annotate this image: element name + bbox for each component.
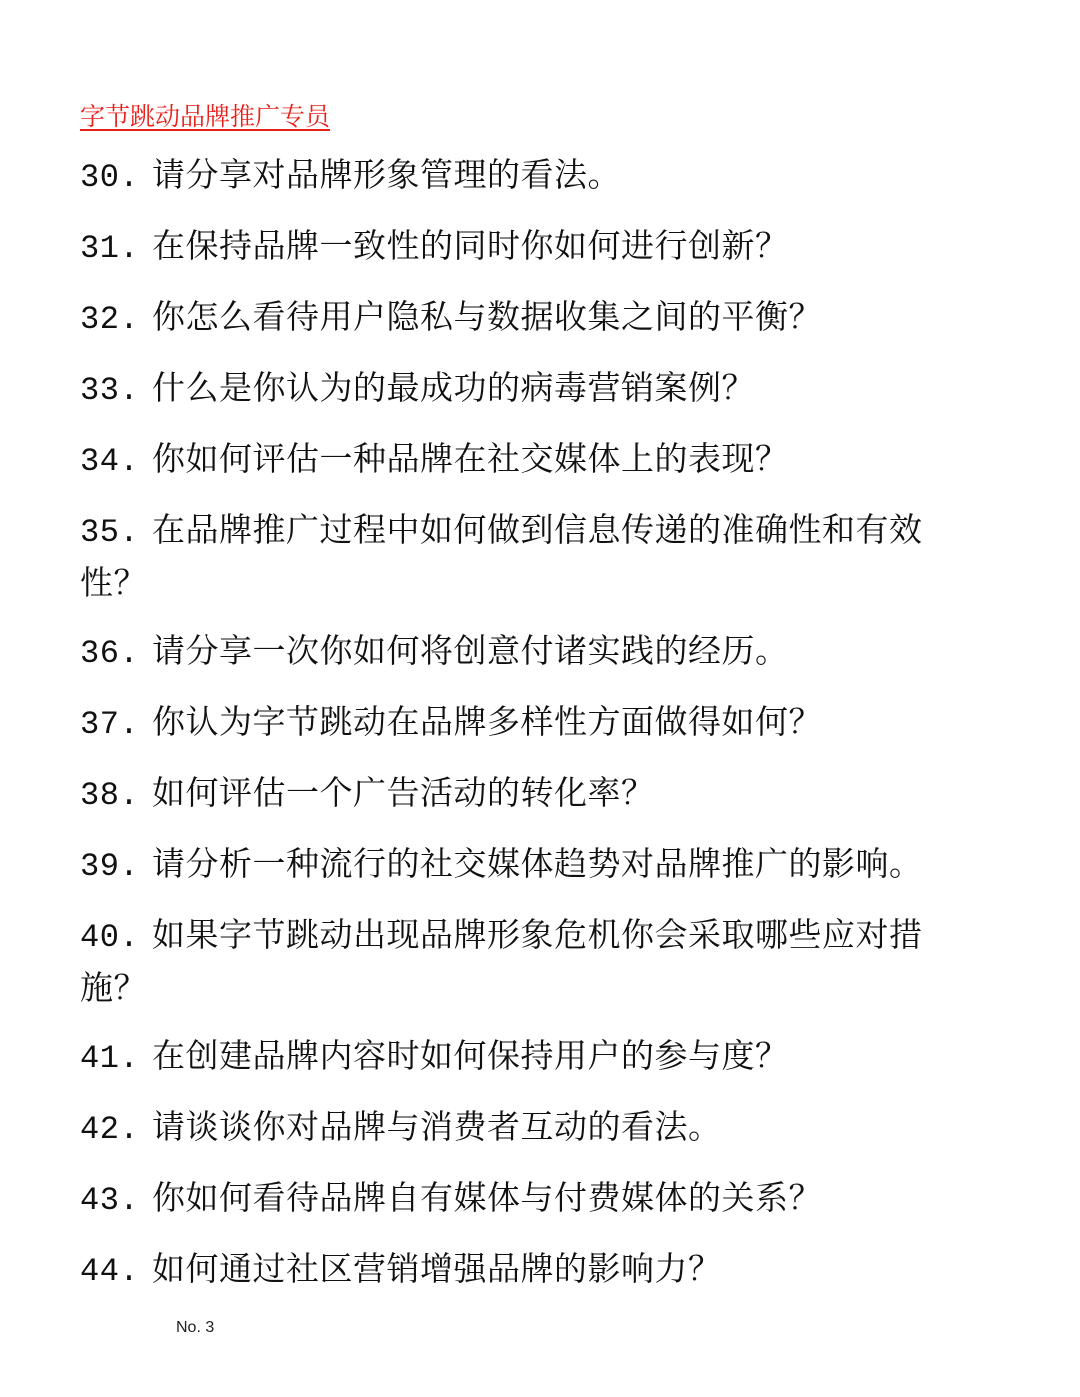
question-text: 在创建品牌内容时如何保持用户的参与度？ bbox=[152, 1036, 789, 1075]
page-number: No. 3 bbox=[176, 1319, 215, 1336]
question-item bbox=[80, 292, 980, 345]
question-number: 31. bbox=[80, 230, 140, 267]
question-text: 请分享一次你如何将创意付诸实践的经历。 bbox=[152, 631, 789, 670]
question-number: 33. bbox=[80, 372, 140, 409]
question-item bbox=[80, 1173, 980, 1226]
question-item bbox=[80, 434, 980, 487]
question-item bbox=[80, 1102, 980, 1155]
header-title-link[interactable]: 字节跳动品牌推广专员 bbox=[80, 102, 331, 131]
question-number: 38. bbox=[80, 777, 140, 814]
question-text: 如何评估一个广告活动的转化率？ bbox=[152, 773, 655, 812]
question-number: 42. bbox=[80, 1111, 140, 1148]
question-item bbox=[80, 363, 980, 416]
question-number: 44. bbox=[80, 1253, 140, 1290]
question-item bbox=[80, 768, 980, 821]
question-text: 你如何评估一种品牌在社交媒体上的表现？ bbox=[152, 439, 789, 478]
question-number: 36. bbox=[80, 635, 140, 672]
question-text: 请分析一种流行的社交媒体趋势对品牌推广的影响。 bbox=[152, 844, 923, 883]
question-text: 什么是你认为的最成功的病毒营销案例？ bbox=[152, 368, 755, 407]
question-item bbox=[80, 505, 980, 608]
question-number: 30. bbox=[80, 159, 140, 196]
question-text: 你认为字节跳动在品牌多样性方面做得如何？ bbox=[152, 702, 822, 741]
question-text: 如何通过社区营销增强品牌的影响力？ bbox=[152, 1249, 722, 1288]
question-item bbox=[80, 150, 980, 203]
question-text: 你如何看待品牌自有媒体与付费媒体的关系？ bbox=[152, 1178, 822, 1217]
question-number: 37. bbox=[80, 706, 140, 743]
question-item bbox=[80, 1031, 980, 1084]
question-number: 39. bbox=[80, 848, 140, 885]
question-item bbox=[80, 910, 980, 1013]
question-number: 34. bbox=[80, 443, 140, 480]
question-text: 你怎么看待用户隐私与数据收集之间的平衡？ bbox=[152, 297, 822, 336]
question-text: 在保持品牌一致性的同时你如何进行创新？ bbox=[152, 226, 789, 265]
question-text: 请谈谈你对品牌与消费者互动的看法。 bbox=[152, 1107, 722, 1146]
question-number: 40. bbox=[80, 919, 140, 956]
question-number: 41. bbox=[80, 1040, 140, 1077]
question-item bbox=[80, 697, 980, 750]
question-item bbox=[80, 626, 980, 679]
question-list bbox=[80, 150, 980, 1315]
question-item bbox=[80, 1244, 980, 1297]
question-text: 请分享对品牌形象管理的看法。 bbox=[152, 155, 621, 194]
question-text: 在品牌推广过程中如何做到信息传递的准确性和有效性？ bbox=[80, 510, 923, 602]
question-item bbox=[80, 221, 980, 274]
question-number: 43. bbox=[80, 1182, 140, 1219]
question-text: 如果字节跳动出现品牌形象危机你会采取哪些应对措施？ bbox=[80, 915, 923, 1007]
question-item bbox=[80, 839, 980, 892]
question-number: 35. bbox=[80, 514, 140, 551]
question-number: 32. bbox=[80, 301, 140, 338]
